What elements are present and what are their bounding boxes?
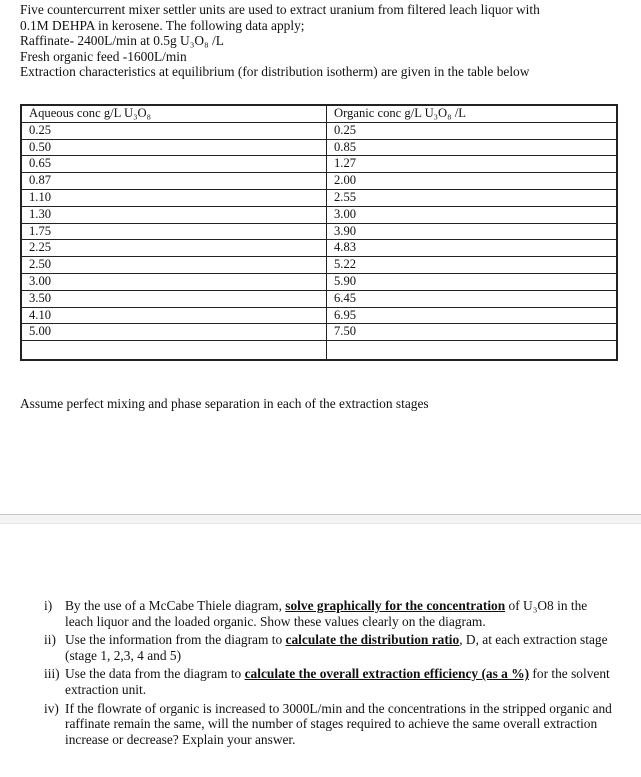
organic-cell: 0.25 — [327, 122, 618, 139]
organic-cell: 0.85 — [327, 139, 618, 156]
table-row — [21, 290, 617, 307]
table-row — [21, 206, 617, 223]
question-text: Use the information from the diagram to — [65, 632, 286, 648]
organic-cell: 3.90 — [327, 223, 618, 240]
table-row — [21, 173, 617, 190]
organic-cell: 4.83 — [327, 240, 618, 257]
intro-line: 0.1M DEHPA in kerosene. The following data apply; — [20, 17, 305, 33]
aqueous-cell: 1.75 — [21, 223, 327, 240]
table-row — [21, 324, 617, 341]
question-emphasis: calculate the distribution ratio — [285, 632, 460, 648]
question-emphasis: calculate the overall extraction efficiency (as a %) — [244, 666, 530, 682]
aqueous-cell: 0.87 — [21, 173, 327, 190]
equilibrium-table — [20, 104, 618, 361]
page-separator — [0, 514, 641, 524]
organic-cell: 2.00 — [327, 173, 618, 190]
organic-cell: 5.22 — [327, 257, 618, 274]
organic-cell — [327, 341, 618, 361]
intro-line: Five countercurrent mixer settler units are used to extract uranium from filtered leach liquor with — [20, 2, 540, 17]
table-row — [21, 189, 617, 206]
organic-cell: 6.45 — [327, 290, 618, 307]
table-row — [21, 273, 617, 290]
question-text: Use the data from the diagram to — [65, 666, 245, 682]
organic-cell: 1.27 — [327, 156, 618, 173]
organic-header: Organic conc g/L U₃O₈ /L — [327, 105, 618, 122]
question-item — [0, 632, 641, 663]
aqueous-cell: 1.10 — [21, 189, 327, 206]
aqueous-cell: 2.50 — [21, 257, 327, 274]
table-row — [21, 122, 617, 139]
question-number: iii) — [44, 666, 60, 682]
organic-cell: 2.55 — [327, 189, 618, 206]
table-row — [21, 341, 617, 361]
question-list — [0, 598, 641, 750]
aqueous-cell: 0.25 — [21, 122, 327, 139]
table-body — [21, 122, 617, 360]
assumption-note: Assume perfect mixing and phase separation in each of the extraction stages — [20, 396, 429, 411]
question-item — [0, 666, 641, 697]
aqueous-cell: 0.50 — [21, 139, 327, 156]
question-item — [0, 701, 641, 748]
table-row — [21, 307, 617, 324]
organic-cell: 3.00 — [327, 206, 618, 223]
question-text: for the solvent extraction unit. — [65, 666, 610, 697]
aqueous-cell: 1.30 — [21, 206, 327, 223]
problem-intro — [20, 2, 630, 80]
table-row — [21, 257, 617, 274]
question-number: iv) — [44, 700, 59, 716]
question-emphasis: solve graphically for the concentration — [285, 598, 506, 613]
table-header-row — [21, 105, 617, 122]
question-number: i) — [44, 598, 53, 613]
question-text: , D, at each extraction stage (stage 1, 2,3, 4 and 5) — [65, 632, 608, 663]
aqueous-cell: 4.10 — [21, 307, 327, 324]
aqueous-cell: 2.25 — [21, 240, 327, 257]
question-text: By the use of a McCabe Thiele diagram, — [65, 598, 286, 613]
table-row — [21, 156, 617, 173]
question-item — [0, 598, 641, 629]
aqueous-cell — [21, 341, 327, 361]
organic-cell: 6.95 — [327, 307, 618, 324]
organic-feed-line: Fresh organic feed -1600L/min — [20, 48, 187, 64]
aqueous-cell: 3.00 — [21, 273, 327, 290]
table-row — [21, 223, 617, 240]
intro-line: Extraction characteristics at equilibrium (for distribution isotherm) are given in the table below — [20, 64, 530, 80]
question-number: ii) — [44, 632, 56, 648]
aqueous-cell: 5.00 — [21, 324, 327, 341]
aqueous-cell: 3.50 — [21, 290, 327, 307]
question-text: of U₃O8 in the leach liquor and the loaded organic. Show these values clearly on the diagram. — [65, 598, 588, 629]
table-row — [21, 240, 617, 257]
organic-cell: 5.90 — [327, 273, 618, 290]
aqueous-header: Aqueous conc g/L U₃O₈ — [21, 105, 327, 122]
organic-cell: 7.50 — [327, 324, 618, 341]
aqueous-cell: 0.65 — [21, 156, 327, 173]
question-text: If the flowrate of organic is increased to 3000L/min and the concentrations in the stripped organic and raffinate remain the same, will the number of stages required to achieve the same overall extraction increase or decrease? Explain your answer. — [65, 700, 612, 747]
table-row — [21, 139, 617, 156]
raffinate-line: Raffinate- 2400L/min at 0.5g U₃O₈ /L — [20, 33, 224, 49]
